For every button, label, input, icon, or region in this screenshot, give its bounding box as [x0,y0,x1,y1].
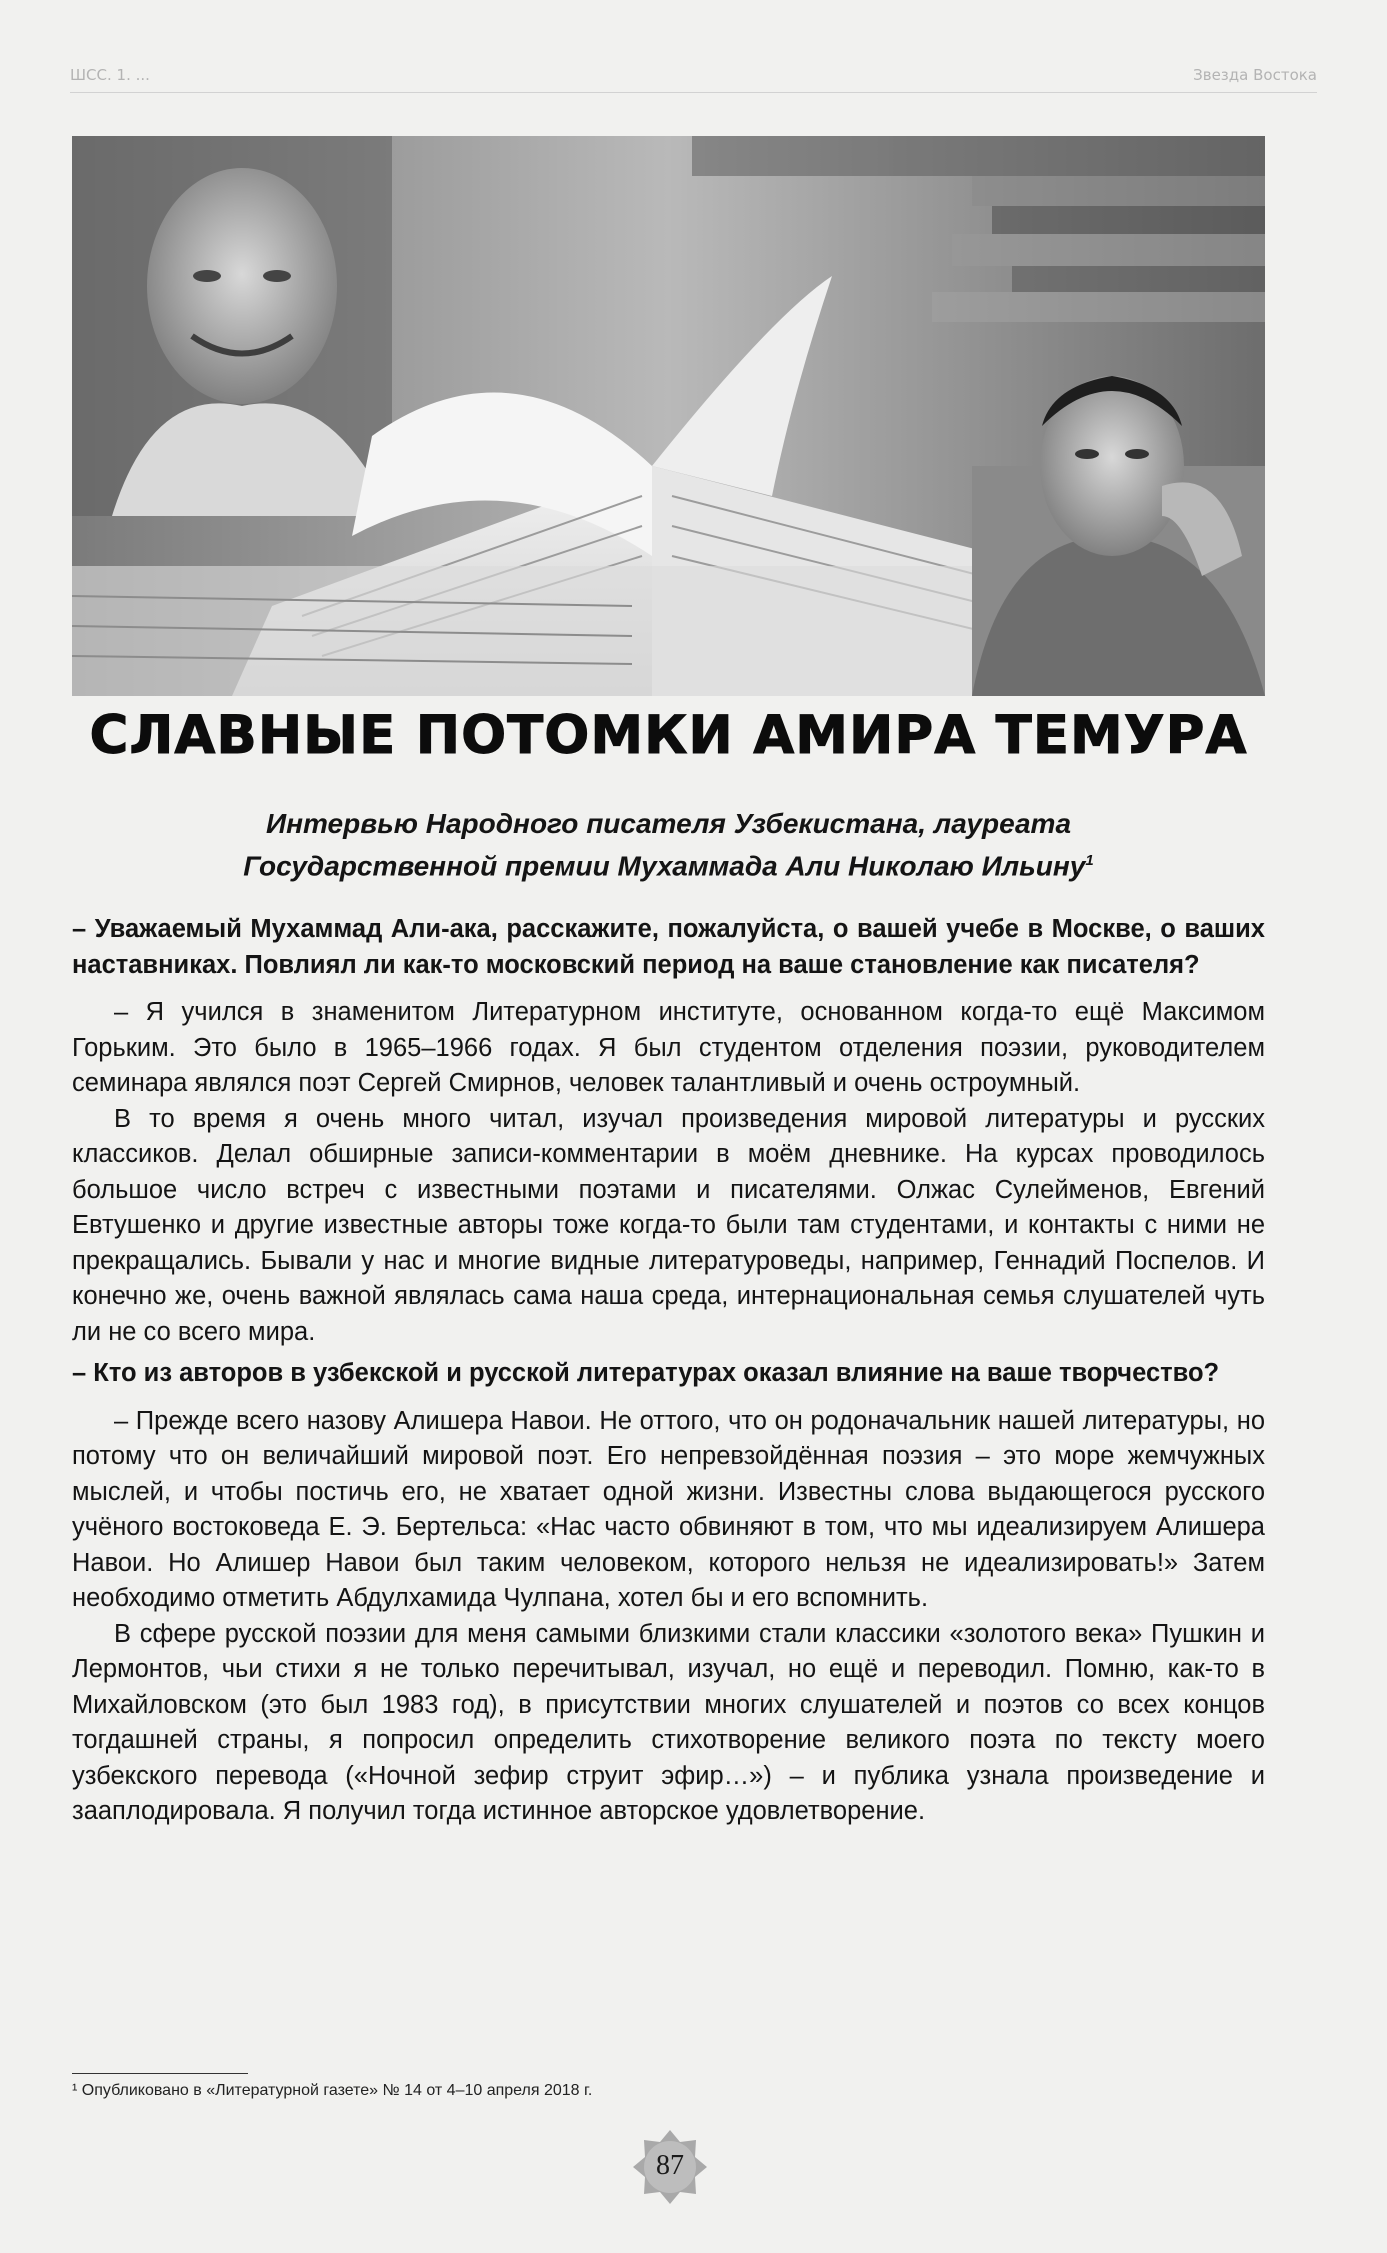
running-head-left: ШСС. 1. ... [70,66,150,84]
subtitle-line-1: Интервью Народного писателя Узбекистана, лауреата [265,808,1072,839]
article-subtitle [72,805,1265,884]
running-head-right: Звезда Востока [1193,66,1317,84]
article-title: СЛАВНЫЕ ПОТОМКИ АМИРА ТЕМУРА [89,705,1248,766]
running-head-rule [70,92,1317,93]
footnote-marker: 1 [1085,852,1094,869]
answer-1-paragraph-1: – Я учился в знаменитом Литературном институте, основанном когда-то ещё Максимом Горьким. Это было в 1965–1966 годах. Я был студентом отделения поэзии, руководителем семинара являлся поэт Сергей Смирнов, человек талантливый и очень остроумный. [72,998,1265,1097]
footnote-rule [72,2073,248,2074]
subtitle-line-2-text: Государственной премии Мухаммада Али Николаю Ильину [243,850,1086,882]
answer-2-paragraph-1: – Прежде всего назову Алишера Навои. Не оттого, что он родоначальник нашей литературы, но потому что он величайший мировой поэт. Его непревзойдённая поэзия – это море жемчужных мыслей, и чтобы постичь его, не хватает одной жизни. Известны слова выдающегося русского учёного востоковеда Е. Э. Бертельса: «Нас часто обвиняют в том, что мы идеализируем Алишера Навои. Но Алишер Навои был таким человеком, которого нельзя не идеализировать!» Затем необходимо отметить Абдулхамида Чулпана, хотел бы и его вспомнить. [72,1406,1265,1612]
answer-2-paragraph-2: В сфере русской поэзии для меня самыми близкими стали классики «золотого века» Пушкин и Лермонтов, чьи стихи я не только перечитывал, изучал, но ещё и переводил. Помню, как-то в Михайловском (это был 1983 год), в присутствии многих слушателей и поэтов со всех концов тогдашней страны, я попросил определить стихотворение великого поэта по тексту моего узбекского перевода («Ночной зефир струит эфир…») – и публика узнала произведение и зааплодировала. Я получил тогда истинное авторское удовлетворение. [72,1619,1265,1825]
answer-1-paragraph-2: В то время я очень много читал, изучал произведения мировой литературы и русских классиков. Делал обширные записи-комментарии в моём дневнике. На курсах проводилось большое число встреч с известными поэтами и писателями. Олжас Сулейменов, Евгений Евтушенко и другие известные авторы тоже когда-то были там студентами, и контакты с ними не прекращались. Бывали у нас и многие видные литературоведы, например, Геннадий Поспелов. И конечно же, очень важной являлась сама наша среда, интернациональная семья слушателей чуть ли не со всего мира. [72,1104,1265,1346]
footnote: ¹ Опубликовано в «Литературной газете» № 14 от 4–10 апреля 2018 г. [72,2082,593,2099]
running-head [70,66,1317,88]
question-1: – Уважаемый Мухаммад Али-ака, расскажите, пожалуйста, о вашей учебе в Москве, о ваших наставниках. Повлиял ли как-то московский период на ваше становление как писателя? [72,915,1265,979]
article-body [72,912,1265,1830]
question-2: – Кто из авторов в узбекской и русской литературах оказал влияние на ваше творчество? [72,1359,1220,1387]
page-number: 87 [656,2150,684,2181]
portrait-elder-man-icon [72,136,392,516]
photo-collage-illustration [72,136,1265,696]
header-photo-collage [72,136,1265,696]
subtitle-line-2 [72,842,1265,884]
